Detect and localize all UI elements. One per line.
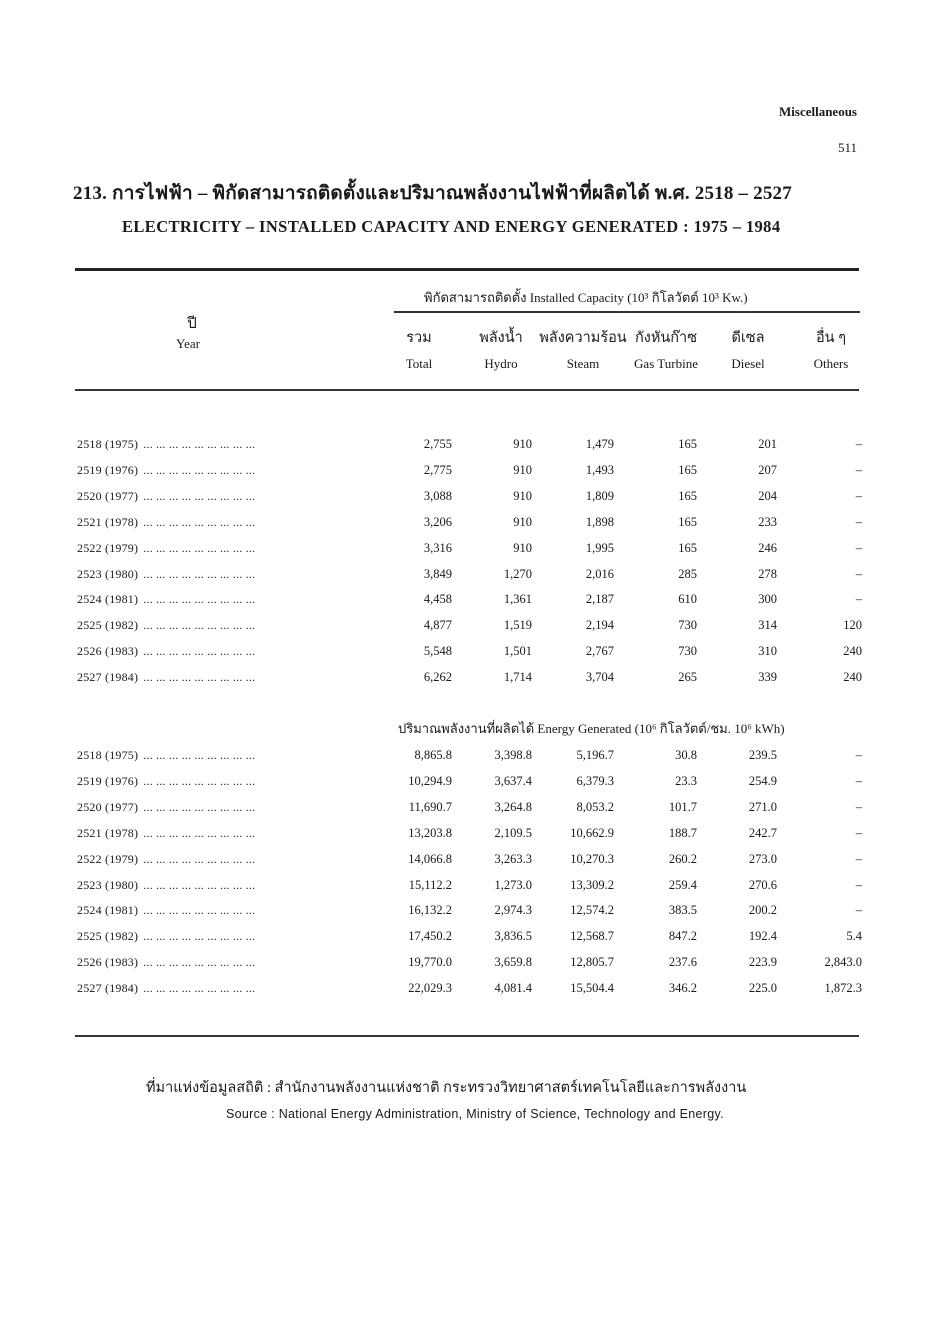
leader-dots: ... ... ... ... ... ... ... ... ... [143, 773, 256, 788]
capacity-header-rule [394, 311, 860, 313]
year-label: 2522 (1979) [77, 851, 139, 866]
capacity-cell: 1,270 [503, 566, 532, 581]
col-header-diesel-thai: ดีเซล [731, 330, 765, 346]
capacity-row-year [77, 567, 255, 582]
energy-cell: 237.6 [668, 955, 697, 970]
energy-cell: – [855, 903, 862, 918]
year-label: 2527 (1984) [77, 670, 139, 685]
col-header-gas-turbine-thai: กังหันก๊าซ [634, 330, 698, 346]
leader-dots: ... ... ... ... ... ... ... ... ... [143, 955, 256, 970]
capacity-row-year [77, 463, 255, 478]
energy-cell: 239.5 [748, 748, 777, 762]
energy-cell: 3,659.8 [494, 955, 532, 970]
energy-cell: 12,568.7 [570, 929, 614, 944]
leader-dots: ... ... ... ... ... ... ... ... ... [143, 799, 256, 814]
capacity-cell: 2,755 [423, 437, 452, 451]
energy-cell: 12,574.2 [570, 903, 614, 918]
capacity-cell: 4,877 [423, 618, 452, 633]
year-label: 2519 (1976) [77, 773, 139, 788]
capacity-cell: – [855, 437, 862, 451]
source-thai: ที่มาแห่งข้อมูลสถิติ : สำนักงานพลังงานแห่งชาติ กระทรวงวิทยาศาสตร์เทคโนโลยีและการพลังงาน [146, 1080, 747, 1096]
capacity-cell: 730 [678, 618, 697, 633]
energy-cell: 223.9 [748, 955, 777, 970]
col-header-steam-english: Steam [566, 356, 600, 371]
col-header-hydro [456, 331, 546, 370]
energy-cell: 3,264.8 [494, 799, 532, 814]
energy-cell: 23.3 [675, 773, 697, 788]
col-header-total [374, 331, 464, 370]
year-label: 2520 (1977) [77, 799, 139, 814]
energy-row-year [77, 929, 255, 944]
capacity-cell: 207 [758, 462, 777, 477]
capacity-cell: 610 [678, 592, 697, 607]
capacity-cell: 1,519 [503, 618, 532, 633]
capacity-cell: 246 [758, 540, 777, 555]
energy-cell: 2,109.5 [494, 825, 532, 840]
capacity-cell: 278 [758, 566, 777, 581]
energy-cell: 1,273.0 [494, 877, 532, 892]
energy-row-year [77, 903, 255, 918]
energy-cell: 1,872.3 [824, 981, 862, 996]
year-label: 2518 (1975) [77, 748, 139, 762]
leader-dots: ... ... ... ... ... ... ... ... ... [143, 437, 256, 451]
capacity-cell: 265 [678, 670, 697, 685]
year-label: 2524 (1981) [77, 592, 139, 607]
energy-row-year [77, 878, 255, 893]
leader-dots: ... ... ... ... ... ... ... ... ... [143, 618, 256, 633]
year-header-thai: ปี [187, 316, 197, 332]
capacity-cell: 1,501 [503, 644, 532, 659]
capacity-cell: 2,775 [423, 462, 452, 477]
energy-cell: 13,309.2 [570, 877, 614, 892]
col-header-steam [538, 331, 628, 370]
capacity-cell: 240 [843, 670, 862, 685]
energy-cell: 3,637.4 [494, 773, 532, 788]
source-english: Source : National Energy Administration, Ministry of Science, Technology and Energy. [226, 1107, 724, 1121]
energy-row-year [77, 852, 255, 867]
capacity-cell: 3,088 [423, 488, 452, 503]
year-label: 2526 (1983) [77, 955, 139, 970]
energy-cell: 271.0 [748, 799, 777, 814]
capacity-cell: 3,849 [423, 566, 452, 581]
col-header-hydro-thai: พลังน้ำ [479, 330, 523, 346]
capacity-row-year [77, 515, 255, 530]
energy-cell: 5.4 [846, 929, 862, 944]
energy-group-header: ปริมาณพลังงานที่ผลิตได้ Energy Generated (10⁶ กิโลวัตต์/ชม. 10⁶ kWh) [398, 721, 785, 736]
leader-dots: ... ... ... ... ... ... ... ... ... [143, 670, 256, 685]
energy-cell: 101.7 [668, 799, 697, 814]
capacity-cell: 910 [513, 514, 532, 529]
col-header-others [786, 331, 876, 370]
energy-cell: – [855, 773, 862, 788]
leader-dots: ... ... ... ... ... ... ... ... ... [143, 488, 256, 503]
capacity-cell: 730 [678, 644, 697, 659]
leader-dots: ... ... ... ... ... ... ... ... ... [143, 929, 256, 944]
capacity-cell: 204 [758, 488, 777, 503]
capacity-row-year [77, 489, 255, 504]
capacity-group-header: พิกัดสามารถติดตั้ง Installed Capacity (10³ กิโลวัตต์ 10³ Kw.) [424, 290, 748, 305]
year-header-english: Year [176, 336, 200, 351]
capacity-cell: 165 [678, 488, 697, 503]
energy-cell: 15,112.2 [408, 877, 452, 892]
energy-cell: 10,294.9 [408, 773, 452, 788]
leader-dots: ... ... ... ... ... ... ... ... ... [143, 851, 256, 866]
energy-row-year [77, 748, 255, 763]
table-top-rule [75, 268, 859, 271]
capacity-cell: 339 [758, 670, 777, 685]
energy-cell: 847.2 [668, 929, 697, 944]
capacity-cell: 3,206 [423, 514, 452, 529]
col-header-diesel-english: Diesel [731, 356, 765, 371]
energy-row-year [77, 981, 255, 996]
col-header-steam-thai: พลังความร้อน [539, 330, 627, 346]
energy-cell: 17,450.2 [408, 929, 452, 944]
energy-cell: 383.5 [668, 903, 697, 918]
header-bottom-rule [75, 389, 859, 391]
capacity-cell: 910 [513, 462, 532, 477]
energy-cell: 200.2 [748, 903, 777, 918]
energy-cell: 3,836.5 [494, 929, 532, 944]
leader-dots: ... ... ... ... ... ... ... ... ... [143, 644, 256, 659]
energy-cell: 8,865.8 [414, 748, 452, 762]
capacity-cell: 910 [513, 488, 532, 503]
capacity-cell: – [855, 462, 862, 477]
capacity-cell: 310 [758, 644, 777, 659]
energy-cell: 270.6 [748, 877, 777, 892]
leader-dots: ... ... ... ... ... ... ... ... ... [143, 462, 256, 477]
col-header-total-english: Total [405, 356, 433, 371]
energy-cell: – [855, 877, 862, 892]
capacity-cell: – [855, 566, 862, 581]
capacity-cell: 165 [678, 514, 697, 529]
leader-dots: ... ... ... ... ... ... ... ... ... [143, 981, 256, 996]
capacity-cell: 1,361 [503, 592, 532, 607]
table-bottom-rule [75, 1035, 859, 1037]
capacity-cell: 314 [758, 618, 777, 633]
capacity-cell: – [855, 488, 862, 503]
capacity-cell: 300 [758, 592, 777, 607]
energy-cell: 5,196.7 [576, 748, 614, 762]
energy-cell: – [855, 851, 862, 866]
capacity-cell: 165 [678, 437, 697, 451]
capacity-cell: 3,316 [423, 540, 452, 555]
capacity-cell: 910 [513, 437, 532, 451]
energy-cell: 22,029.3 [408, 981, 452, 996]
col-header-total-thai: รวม [406, 330, 432, 346]
capacity-cell: 201 [758, 437, 777, 451]
energy-cell: 8,053.2 [576, 799, 614, 814]
capacity-cell: 165 [678, 540, 697, 555]
year-label: 2523 (1980) [77, 877, 139, 892]
capacity-cell: 120 [843, 618, 862, 633]
capacity-cell: 910 [513, 540, 532, 555]
energy-cell: – [855, 799, 862, 814]
leader-dots: ... ... ... ... ... ... ... ... ... [143, 903, 256, 918]
capacity-row-year [77, 618, 255, 633]
capacity-cell: 285 [678, 566, 697, 581]
year-label: 2518 (1975) [77, 437, 139, 451]
capacity-cell: 165 [678, 462, 697, 477]
col-header-gas-turbine [621, 331, 711, 370]
capacity-row-year [77, 592, 255, 607]
energy-cell: 11,690.7 [408, 799, 452, 814]
energy-cell: 2,843.0 [824, 955, 862, 970]
energy-cell: 4,081.4 [494, 981, 532, 996]
energy-cell: 2,974.3 [494, 903, 532, 918]
capacity-cell: 2,016 [585, 566, 614, 581]
leader-dots: ... ... ... ... ... ... ... ... ... [143, 825, 256, 840]
capacity-cell: – [855, 592, 862, 607]
capacity-cell: 240 [843, 644, 862, 659]
energy-cell: 3,263.3 [494, 851, 532, 866]
leader-dots: ... ... ... ... ... ... ... ... ... [143, 540, 256, 555]
energy-cell: 225.0 [748, 981, 777, 996]
energy-cell: 242.7 [748, 825, 777, 840]
energy-cell: 273.0 [748, 851, 777, 866]
capacity-cell: 4,458 [423, 592, 452, 607]
year-label: 2520 (1977) [77, 488, 139, 503]
energy-cell: 3,398.8 [494, 748, 532, 762]
year-label: 2524 (1981) [77, 903, 139, 918]
capacity-cell: 1,479 [585, 437, 614, 451]
capacity-cell: 233 [758, 514, 777, 529]
year-label: 2521 (1978) [77, 514, 139, 529]
capacity-cell: 2,767 [585, 644, 614, 659]
leader-dots: ... ... ... ... ... ... ... ... ... [143, 877, 256, 892]
capacity-row-year [77, 437, 255, 452]
energy-cell: 15,504.4 [570, 981, 614, 996]
col-header-others-english: Others [813, 356, 849, 371]
table-title-english: ELECTRICITY – INSTALLED CAPACITY AND ENERGY GENERATED : 1975 – 1984 [122, 217, 781, 236]
capacity-cell: 1,995 [585, 540, 614, 555]
capacity-cell: 5,548 [423, 644, 452, 659]
capacity-cell: 1,714 [503, 670, 532, 685]
leader-dots: ... ... ... ... ... ... ... ... ... [143, 566, 256, 581]
energy-cell: 254.9 [748, 773, 777, 788]
capacity-cell: 1,809 [585, 488, 614, 503]
leader-dots: ... ... ... ... ... ... ... ... ... [143, 748, 256, 762]
capacity-row-year [77, 670, 255, 685]
table-title-thai: 213. การไฟฟ้า – พิกัดสามารถติดตั้งและปริมาณพลังงานไฟฟ้าที่ผลิตได้ พ.ศ. 2518 – 2527 [73, 183, 792, 204]
energy-cell: 10,662.9 [570, 825, 614, 840]
energy-cell: 259.4 [668, 877, 697, 892]
energy-cell: 19,770.0 [408, 955, 452, 970]
page-number: 511 [837, 140, 857, 155]
capacity-cell: 1,493 [585, 462, 614, 477]
leader-dots: ... ... ... ... ... ... ... ... ... [143, 514, 256, 529]
year-label: 2527 (1984) [77, 981, 139, 996]
capacity-cell: 6,262 [423, 670, 452, 685]
capacity-cell: 3,704 [585, 670, 614, 685]
energy-cell: 13,203.8 [408, 825, 452, 840]
energy-cell: 188.7 [668, 825, 697, 840]
energy-cell: – [855, 748, 862, 762]
energy-cell: 12,805.7 [570, 955, 614, 970]
energy-row-year [77, 774, 255, 789]
year-label: 2519 (1976) [77, 462, 139, 477]
capacity-cell: 1,898 [585, 514, 614, 529]
year-label: 2526 (1983) [77, 644, 139, 659]
capacity-cell: 2,194 [585, 618, 614, 633]
year-label: 2522 (1979) [77, 540, 139, 555]
col-header-gas-turbine-english: Gas Turbine [634, 356, 698, 371]
energy-row-year [77, 955, 255, 970]
capacity-cell: – [855, 514, 862, 529]
energy-cell: 346.2 [668, 981, 697, 996]
year-label: 2521 (1978) [77, 825, 139, 840]
capacity-row-year [77, 644, 255, 659]
year-label: 2525 (1982) [77, 929, 139, 944]
col-header-diesel [703, 331, 793, 370]
capacity-cell: – [855, 540, 862, 555]
energy-row-year [77, 826, 255, 841]
capacity-row-year [77, 541, 255, 556]
energy-cell: 30.8 [675, 748, 697, 762]
energy-cell: 16,132.2 [408, 903, 452, 918]
energy-cell: 6,379.3 [576, 773, 614, 788]
col-header-hydro-english: Hydro [484, 356, 518, 371]
section-name: Miscellaneous [779, 104, 857, 119]
energy-cell: 10,270.3 [570, 851, 614, 866]
leader-dots: ... ... ... ... ... ... ... ... ... [143, 592, 256, 607]
year-label: 2525 (1982) [77, 618, 139, 633]
energy-row-year [77, 800, 255, 815]
col-header-others-thai: อื่น ๆ [815, 330, 847, 346]
energy-cell: – [855, 825, 862, 840]
energy-cell: 14,066.8 [408, 851, 452, 866]
year-label: 2523 (1980) [77, 566, 139, 581]
capacity-cell: 2,187 [585, 592, 614, 607]
energy-cell: 260.2 [668, 851, 697, 866]
energy-cell: 192.4 [748, 929, 777, 944]
